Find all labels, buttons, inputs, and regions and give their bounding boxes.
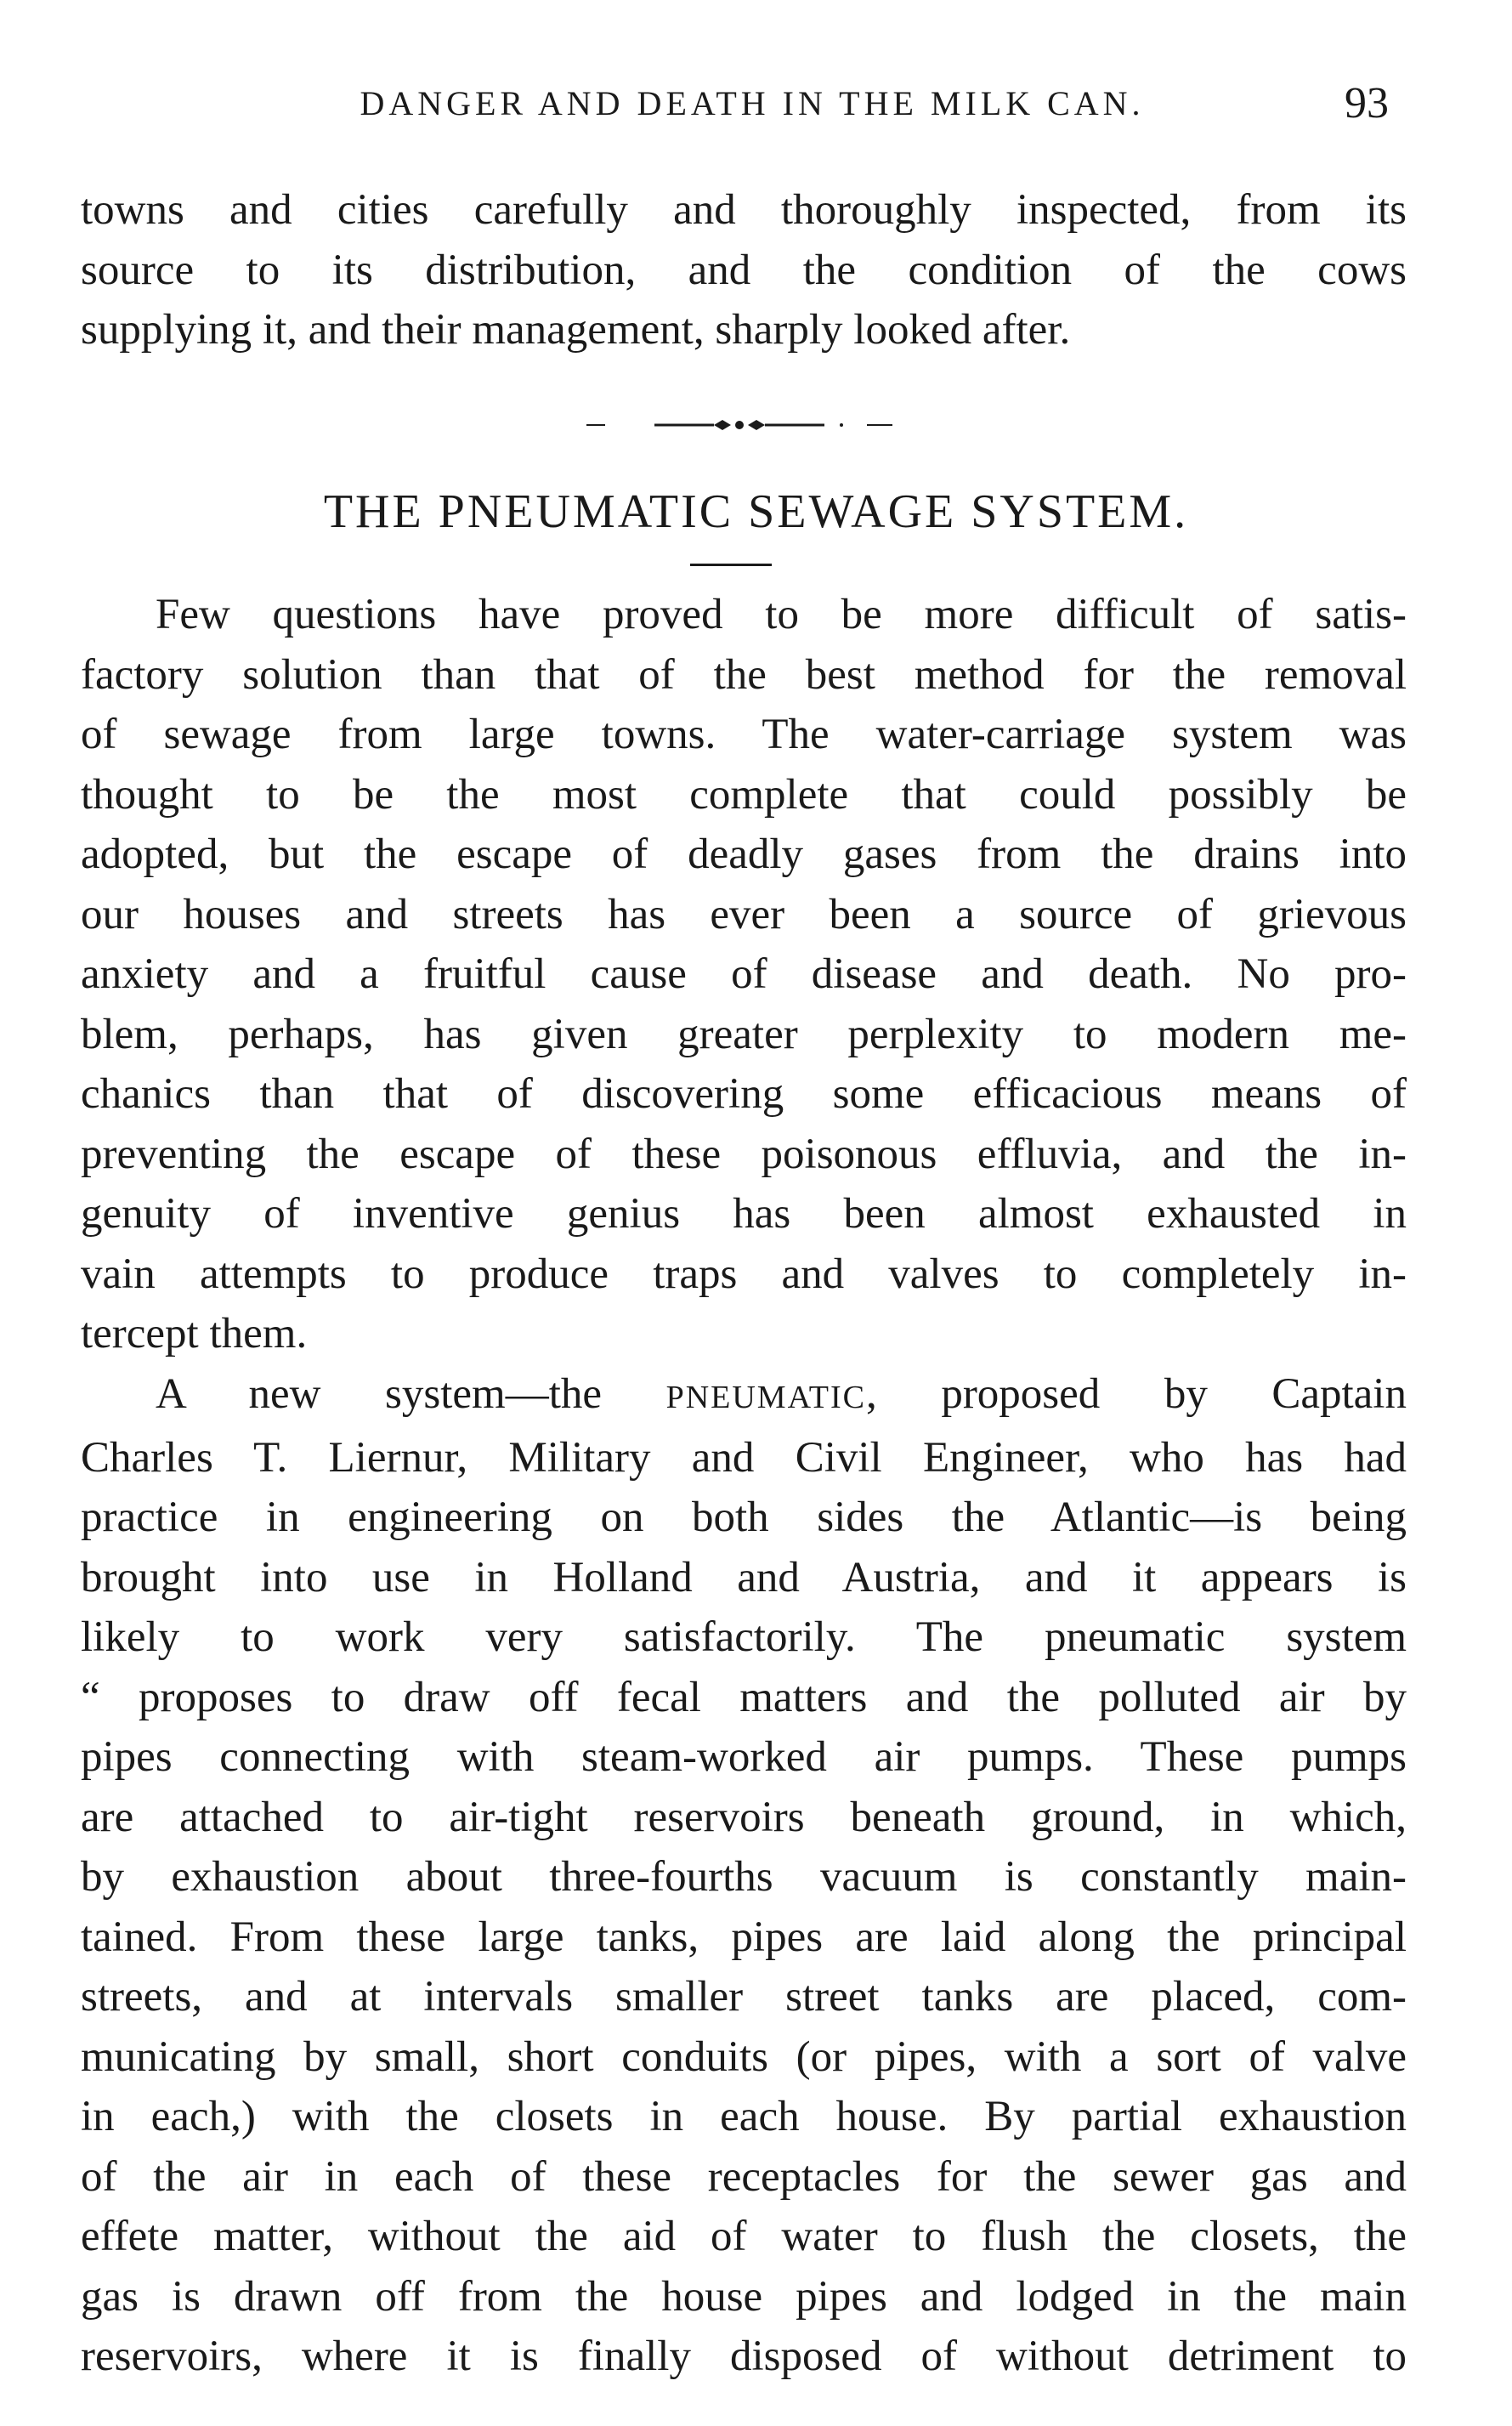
- carryover-paragraph: [81, 180, 1407, 360]
- text-line: municating by small, short conduits (or pipes, with a sort of valve: [81, 2032, 1407, 2081]
- text-line: are attached to air-tight reservoirs beneath ground, in which,: [81, 1793, 1407, 1841]
- text-line: chanics than that of discovering some efficacious means of: [81, 1070, 1407, 1118]
- text-line: reservoirs, where it is finally disposed of without detriment to: [81, 2332, 1407, 2380]
- text-line: gas is drawn off from the house pipes and lodged in the main: [81, 2272, 1407, 2321]
- title-underline-rule: [690, 564, 772, 566]
- text-run: , proposed by Captain: [866, 1370, 1407, 1418]
- text-run: A new system—the: [156, 1370, 666, 1418]
- text-line: supplying it, and their management, sharply looked after.: [81, 306, 1071, 354]
- text-line: likely to work very satisfactorily. The pneumatic system: [81, 1613, 1407, 1661]
- text-line: towns and cities carefully and thoroughly inspected, from its: [81, 186, 1407, 234]
- text-line: of sewage from large towns. The water-carriage system was: [81, 711, 1407, 758]
- text-line: effete matter, without the aid of water to flush the closets, the: [81, 2213, 1407, 2260]
- text-line: [81, 1364, 1407, 1428]
- text-line: “ proposes to draw off fecal matters and the polluted air by: [81, 1673, 1407, 1721]
- text-line: preventing the escape of these poisonous effluvia, and the in-: [81, 1130, 1407, 1178]
- text-line: thought to be the most complete that could possibly be: [81, 770, 1407, 819]
- paragraph-1: [81, 585, 1407, 1364]
- page-number: 93: [1345, 79, 1389, 128]
- text-line: vain attempts to produce traps and valves to completely in-: [81, 1250, 1407, 1298]
- text-line: genuity of inventive genius has been almost exhausted in: [81, 1190, 1407, 1238]
- text-line: source to its distribution, and the condition of the cows: [81, 246, 1407, 294]
- text-line: tained. From these large tanks, pipes are laid along the principal: [81, 1913, 1407, 1961]
- text-line: pipes connecting with steam-worked air pumps. These pumps: [81, 1733, 1407, 1781]
- text-line: Few questions have proved to be more difficult of satis-: [156, 591, 1407, 638]
- text-line: blem, perhaps, has given greater perplexity to modern me-: [81, 1010, 1407, 1058]
- text-line: of the air in each of these receptacles for the sewer gas and: [81, 2152, 1407, 2201]
- section-divider-ornament: [586, 417, 892, 434]
- text-line: tercept them.: [81, 1310, 308, 1358]
- text-line: streets, and at intervals smaller street tanks are placed, com-: [81, 1973, 1407, 2021]
- paragraph-2: [81, 1364, 1407, 2387]
- running-head-title: DANGER AND DEATH IN THE MILK CAN.: [360, 84, 1145, 122]
- text-line: brought into use in Holland and Austria, and it appears is: [81, 1553, 1407, 1601]
- small-caps-term: PNEUMATIC: [665, 1380, 867, 1415]
- text-line: practice in engineering on both sides the Atlantic—is being: [81, 1494, 1407, 1541]
- text-line: in each,) with the closets in each house. By partial exhaustion: [81, 2093, 1407, 2140]
- text-line: our houses and streets has ever been a source of grievous: [81, 890, 1407, 938]
- text-line: by exhaustion about three-fourths vacuum is constantly main-: [81, 1853, 1407, 1901]
- text-line: factory solution than that of the best method for the removal: [81, 650, 1407, 699]
- text-line: Charles T. Liernur, Military and Civil Engineer, who has had: [81, 1433, 1407, 1482]
- text-line: anxiety and a fruitful cause of disease and death. No pro-: [81, 950, 1407, 998]
- section-title: THE PNEUMATIC SEWAGE SYSTEM.: [323, 485, 1189, 538]
- text-line: adopted, but the escape of deadly gases from the drains into: [81, 830, 1407, 878]
